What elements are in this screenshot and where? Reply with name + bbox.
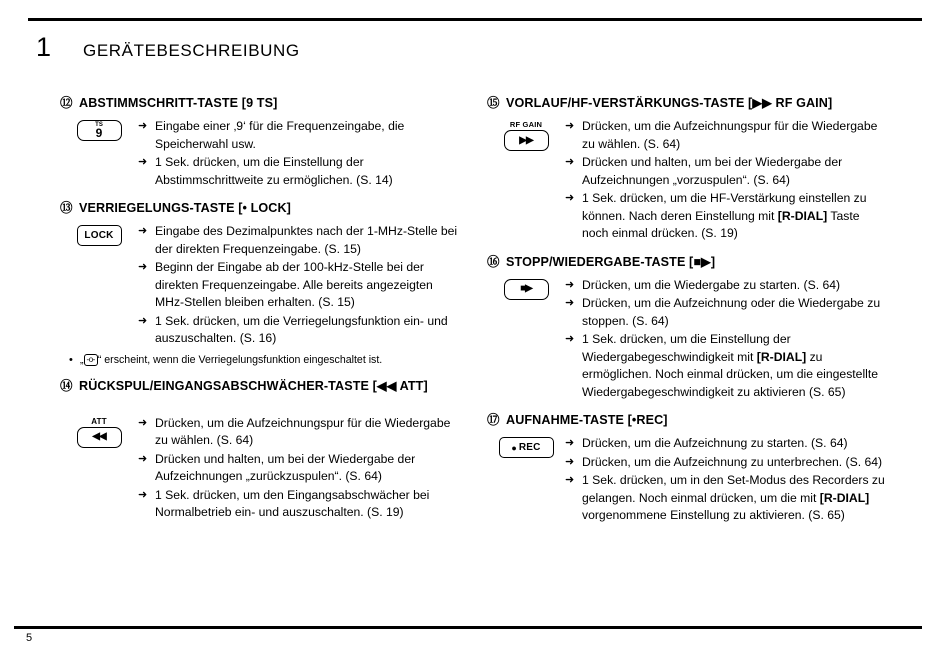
list-item: [138, 154, 460, 189]
arrow-icon: ➜: [565, 297, 575, 309]
bullet-list: [565, 435, 887, 526]
section-heading: [487, 255, 887, 270]
section-number: ⑫: [60, 96, 73, 110]
list-item-text: Drücken, um die Aufzeichnungspur für die Wiedergabe zu wählen. (S. 64): [155, 415, 451, 447]
arrow-icon: ➜: [565, 192, 575, 204]
note-text: [80, 353, 382, 368]
list-item-text: Drücken, um die Aufzeichnungspur für die Wiedergabe zu wählen. (S. 64): [582, 119, 878, 151]
list-item: [138, 415, 460, 450]
page-number: 5: [26, 632, 33, 644]
list-item: [138, 118, 460, 153]
list-item: [565, 331, 887, 401]
arrow-icon: ➜: [138, 156, 148, 168]
list-item: [565, 472, 887, 525]
list-item: [138, 223, 460, 258]
key-face-forward: [504, 130, 549, 151]
bullet-list: [565, 118, 887, 244]
bottom-rule: [14, 626, 922, 629]
list-item: [138, 313, 460, 348]
arrow-icon: ➜: [138, 120, 148, 132]
key-illustration-stopplay: [487, 277, 565, 300]
section-number: ⑯: [487, 254, 500, 269]
list-item: [138, 451, 460, 486]
list-item: [565, 118, 887, 153]
key-face-stop-play: [504, 279, 549, 300]
bullet-dot-icon: •: [69, 353, 73, 366]
note-quote-open: „: [80, 353, 84, 366]
bullet-list: [565, 277, 887, 403]
list-item-text: Beginn der Eingabe ab der 100-kHz-Stelle bei der direkten Frequenzeingabe. Alle bereits angezeigten MHz-Stellen bleiben erhalten. (S. 15): [155, 260, 433, 309]
key-top-label: TS: [95, 122, 103, 128]
arrow-icon: ➜: [565, 333, 575, 345]
arrow-icon: ➜: [565, 120, 575, 132]
key-illustration-rfgain: [487, 118, 565, 151]
list-item: [565, 435, 887, 453]
key-main-label: LOCK: [84, 230, 114, 241]
record-dot-icon: ●: [511, 442, 517, 453]
arrow-icon: ➜: [565, 455, 575, 468]
key-illustration-att: [60, 415, 138, 448]
right-column: [487, 96, 887, 537]
list-item-text: Drücken, um die Aufzeichnung zu starten. (S. 64): [582, 436, 848, 450]
arrow-icon: ➜: [138, 314, 148, 327]
section-rewind-att: [60, 379, 460, 523]
section-number: ⑭: [60, 378, 73, 393]
top-rule: [28, 18, 922, 21]
list-item-text: 1 Sek. drücken, um in den Set-Modus des Recorders zu gelangen. Noch einmal drücken, um die mit [R-DIAL] vorgenommene Einstellung zu aktivieren. (S. 65): [582, 473, 885, 522]
arrow-icon: ➜: [565, 474, 575, 486]
section-title: STOPP/WIEDERGABE-TASTE [■▶]: [506, 254, 716, 269]
list-item-text: 1 Sek. drücken, um die Einstellung der Wiedergabegeschwindigkeit mit [R-DIAL] zu ermöglichen. Noch einmal drücken, um die eingestellte Wiedergabegeschwindigkeit zu aktivieren (S. 65): [582, 332, 879, 399]
list-item-text: Eingabe einer ‚9‘ für die Frequenzeingabe, die Speicherwahl usw.: [155, 119, 405, 151]
section-heading: [487, 413, 887, 428]
section-title: VORLAUF/HF-VERSTÄRKUNGS-TASTE [▶▶ RF GAIN]: [506, 96, 833, 110]
section-title: ABSTIMMSCHRITT-TASTE [9 TS]: [79, 96, 278, 110]
section-stop-play: [487, 255, 887, 403]
bullet-list: [138, 118, 460, 190]
arrow-icon: ➜: [138, 225, 148, 237]
key-face-rewind: [77, 427, 122, 448]
left-column: [60, 96, 460, 534]
section-title: RÜCKSPUL/EINGANGSABSCHWÄCHER-TASTE [◀◀ ATT]: [79, 378, 428, 393]
arrow-icon: ➜: [565, 156, 575, 168]
key-top-label: ATT: [91, 416, 107, 426]
arrow-icon: ➜: [138, 452, 148, 465]
bullet-list: [138, 415, 460, 523]
list-item: [565, 454, 887, 472]
section-number: ⑰: [487, 413, 500, 427]
section-title: AUFNAHME-TASTE [•REC]: [506, 413, 668, 427]
list-item-text: 1 Sek. drücken, um die Verriegelungsfunktion ein- und auszuschalten. (S. 16): [155, 313, 448, 345]
chapter-header: [36, 32, 300, 63]
list-item: [138, 487, 460, 522]
list-item: [565, 295, 887, 330]
bullet-list: [138, 223, 460, 349]
arrow-icon: ➜: [565, 437, 575, 449]
key-illustration-lock: [60, 223, 138, 246]
chapter-title: GERÄTEBESCHREIBUNG: [83, 41, 300, 60]
arrow-icon: ➜: [138, 261, 148, 273]
section-title: VERRIEGELUNGS-TASTE [• LOCK]: [79, 201, 291, 215]
section-heading: [487, 96, 887, 111]
section-record: [487, 413, 887, 526]
list-item-text: Drücken und halten, um bei der Wiedergabe der Aufzeichnungen „zurückzuspulen“. (S. 64): [155, 451, 416, 483]
list-item-text: Drücken und halten, um bei der Wiedergabe der Aufzeichnungen „vorzuspulen“. (S. 64): [582, 155, 843, 187]
arrow-icon: ➜: [138, 416, 148, 429]
arrow-icon: ➜: [565, 278, 575, 291]
list-item-text: 1 Sek. drücken, um den Eingangsabschwächer bei Normalbetrieb ein- und auszuschalten. (S. 19): [155, 487, 430, 519]
key-top-label: RF GAIN: [509, 120, 543, 129]
list-item-text: Drücken, um die Aufzeichnung oder die Wiedergabe zu stoppen. (S. 64): [582, 296, 881, 328]
list-item: [565, 190, 887, 243]
section-heading: [60, 96, 460, 111]
section-forward-rfgain: [487, 96, 887, 244]
key-illustration-9ts: [60, 118, 138, 141]
stop-play-icon: ■▶: [520, 283, 532, 294]
lock-symbol-icon: -o-: [84, 354, 98, 366]
rewind-icon: ◀◀: [92, 431, 106, 442]
key-main-label: REC: [518, 442, 541, 453]
arrow-icon: ➜: [138, 488, 148, 501]
section-lock: [60, 201, 460, 368]
list-item-text: 1 Sek. drücken, um die HF-Verstärkung einstellen zu können. Nach deren Einstellung mit [R-DIAL] Taste noch einmal drücken. (S. 19): [582, 191, 867, 240]
key-face-rec: [499, 437, 554, 458]
section-number: ⑮: [487, 96, 500, 110]
list-item: [565, 277, 887, 295]
list-item: [138, 259, 460, 312]
note-body: “ erscheint, wenn die Verriegelungsfunktion eingeschaltet ist.: [97, 353, 383, 366]
list-item-text: 1 Sek. drücken, um die Einstellung der Abstimmschrittweite zu ermöglichen. (S. 14): [155, 155, 393, 187]
key-face-lock: [77, 225, 122, 246]
key-main-label: 9: [95, 126, 103, 140]
key-illustration-rec: [487, 435, 565, 458]
list-item-text: Drücken, um die Wiedergabe zu starten. (S. 64): [582, 277, 841, 292]
list-item: [565, 154, 887, 189]
chapter-number: 1: [36, 32, 52, 62]
key-face-9: [77, 120, 122, 141]
section-note: [69, 353, 460, 368]
list-item-text: Eingabe des Dezimalpunktes nach der 1-MHz-Stelle bei der direkten Frequenzeingabe. (S. 15): [155, 224, 458, 256]
section-heading: [60, 201, 460, 216]
section-number: ⑬: [60, 201, 73, 215]
section-tuning-step: [60, 96, 460, 190]
section-heading: [60, 379, 460, 394]
fast-forward-icon: ▶▶: [519, 134, 533, 146]
list-item-text: Drücken, um die Aufzeichnung zu unterbrechen. (S. 64): [582, 454, 883, 469]
